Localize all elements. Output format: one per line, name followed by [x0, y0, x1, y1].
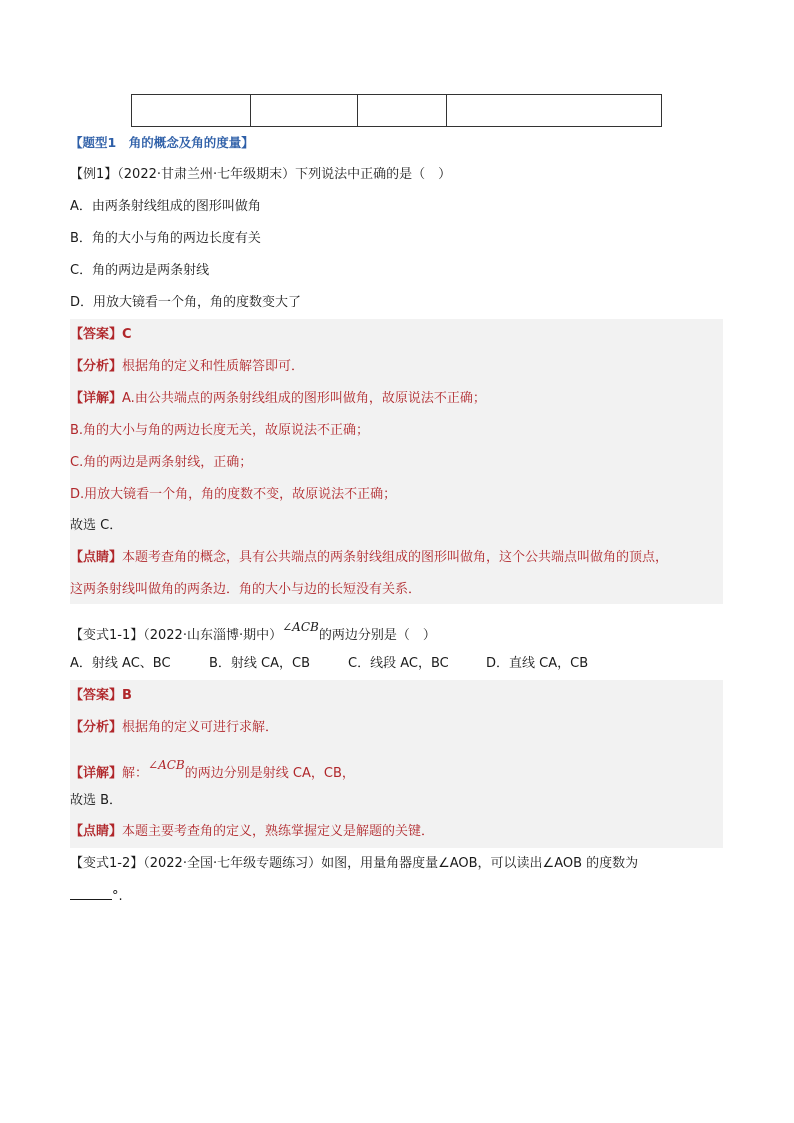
- example1-conclusion: 故选 C．: [70, 518, 123, 533]
- variant2-text: （2022·全国·七年级专题练习）如图，用量角器度量∠AOB，可以读出∠AOB 的度数为: [143, 856, 639, 871]
- example1-option-d: D．用放大镜看一个角，角的度数变大了: [70, 295, 302, 310]
- variant1-question-tail: 的两边分别是（ ）: [318, 628, 436, 643]
- angle-formula: ∠ACB: [148, 758, 185, 772]
- variant1-comment: [70, 823, 434, 841]
- example1-solution-block: [70, 319, 723, 604]
- comment-text: 本题考查角的概念，具有公共端点的两条射线组成的图形叫做角，这个公共端点叫做角的顶点，: [122, 550, 669, 565]
- answer-value: C: [122, 327, 132, 342]
- variant1-analysis: [70, 719, 278, 737]
- table-cell: [358, 95, 447, 127]
- variant1-solution-block: [70, 680, 723, 848]
- variant1-option-a: A．射线 AC、BC: [70, 656, 171, 671]
- example1-option-a: A．由两条射线组成的图形叫做角: [70, 199, 261, 214]
- variant1-option-d: D．直线 CA，CB: [486, 656, 589, 671]
- detail-line: C.角的两边是两条射线，正确；: [70, 455, 253, 470]
- example1-label: 【例1】: [70, 167, 118, 182]
- table-cell: [251, 95, 358, 127]
- example1-detail: [70, 390, 486, 408]
- detail-label: 【详解】: [70, 766, 123, 781]
- analysis-text: 根据角的定义可进行求解．: [122, 720, 279, 735]
- example1-option-c: C．角的两边是两条射线: [70, 263, 210, 278]
- detail-line: A.由公共端点的两条射线组成的图形叫做角，故原说法不正确；: [122, 391, 486, 406]
- variant1-question: [70, 620, 436, 645]
- example1-comment: [70, 549, 668, 567]
- detail-line: D.用放大镜看一个角，角的度数不变，故原说法不正确；: [70, 487, 397, 502]
- variant1-label: 【变式1-1】: [70, 628, 144, 643]
- answer-value: B: [122, 688, 132, 703]
- comment-text-line2: 这两条射线叫做角的两条边．角的大小与边的长短没有关系．: [70, 582, 422, 597]
- variant1-answer: [70, 687, 132, 705]
- answer-label: 【答案】: [70, 688, 123, 703]
- variant1-source: （2022·山东淄博·期中）: [143, 628, 283, 643]
- variant1-option-c: C．线段 AC，BC: [348, 656, 449, 671]
- example1-answer: [70, 326, 132, 344]
- comment-label: 【点睛】: [70, 550, 123, 565]
- table-cell: [132, 95, 251, 127]
- detail-text: 的两边分别是射线 CA，CB，: [184, 766, 355, 781]
- example1-analysis: [70, 358, 304, 376]
- variant2-label: 【变式1-2】: [70, 856, 144, 871]
- comment-text: 本题主要考查角的定义，熟练掌握定义是解题的关键．: [122, 824, 435, 839]
- header-table: [131, 94, 662, 127]
- example1-option-b: B．角的大小与角的两边长度有关: [70, 231, 261, 246]
- answer-blank[interactable]: [70, 887, 112, 900]
- section-heading: 【题型1 角的概念及角的度量】: [70, 135, 254, 150]
- variant1-detail: [70, 758, 355, 783]
- analysis-label: 【分析】: [70, 720, 123, 735]
- table-cell: [447, 95, 662, 127]
- answer-label: 【答案】: [70, 327, 123, 342]
- example1-source: （2022·甘肃兰州·七年级期末）下列说法中正确的是（ ）: [117, 167, 452, 182]
- analysis-label: 【分析】: [70, 359, 123, 374]
- variant1-option-b: B．射线 CA，CB: [209, 656, 311, 671]
- detail-prefix: 解：: [122, 766, 149, 781]
- analysis-text: 根据角的定义和性质解答即可．: [122, 359, 305, 374]
- variant1-conclusion: 故选 B．: [70, 793, 123, 808]
- detail-line: B.角的大小与角的两边长度无关，故原说法不正确；: [70, 423, 370, 438]
- example1-question: [70, 166, 451, 184]
- detail-label: 【详解】: [70, 391, 123, 406]
- comment-label: 【点睛】: [70, 824, 123, 839]
- variant2-question: [70, 855, 638, 873]
- angle-formula: ∠ACB: [282, 620, 319, 634]
- variant2-answer-blank: [70, 887, 123, 906]
- degree-suffix: °.: [112, 889, 123, 904]
